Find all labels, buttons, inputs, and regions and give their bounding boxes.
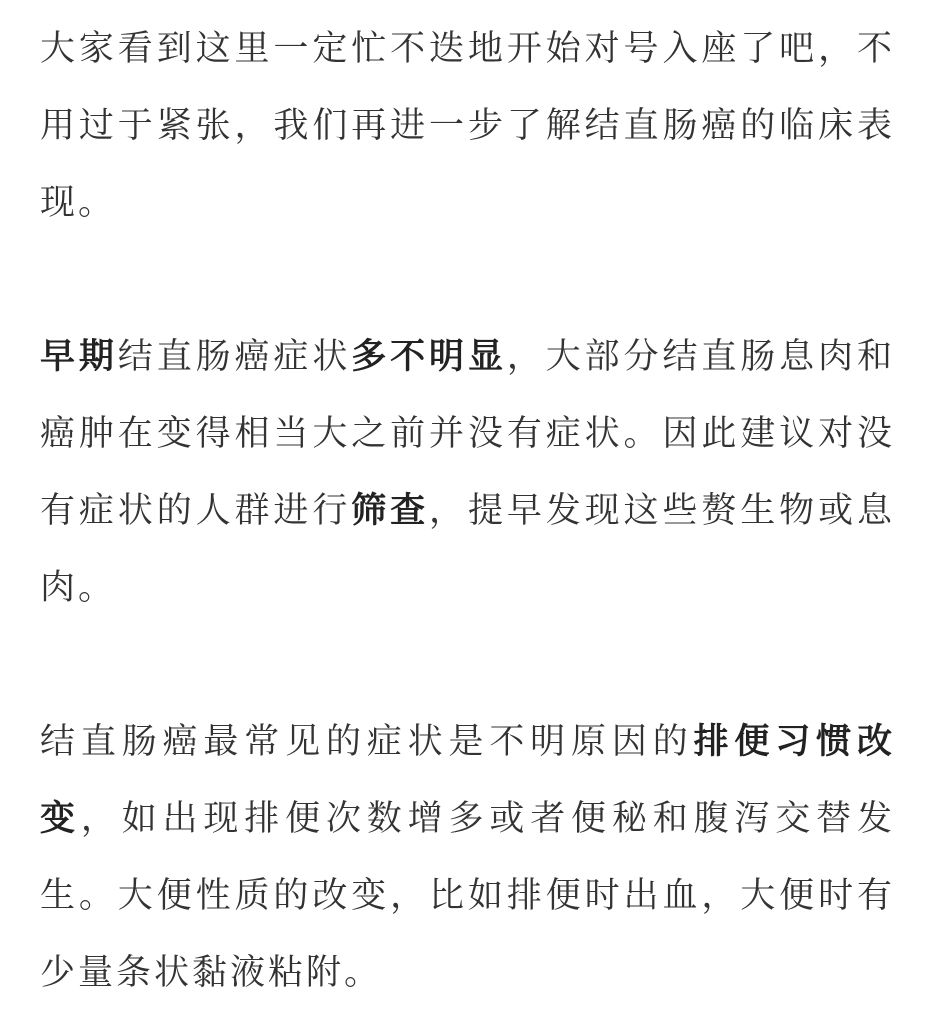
paragraph-3 — [40, 704, 895, 1012]
emphasis-not-obvious: 多不明显 — [351, 337, 507, 377]
text-run: ，如出现排便次数增多或者便秘和腹泻交替发生。大便性质的改变，比如排便时出血，大便时有少量条状黏液粘附。 — [40, 799, 895, 993]
text-run: ，提早发现这些赘生物或息肉。 — [40, 491, 895, 608]
text-run: 结直肠癌症状 — [117, 337, 352, 377]
emphasis-bowel-habit-change: 排便习惯改变 — [40, 722, 895, 839]
paragraph-2 — [40, 319, 895, 627]
text-run: 大家看到这里一定忙不迭地开始对号入座了吧，不用过于紧张，我们再进一步了解结直肠癌的临床表现。 — [40, 29, 895, 223]
emphasis-screening: 筛查 — [351, 491, 430, 531]
article-body — [40, 11, 895, 1012]
emphasis-early-stage: 早期 — [40, 337, 118, 377]
text-run: 结直肠癌最常见的症状是不明原因的 — [40, 722, 694, 762]
paragraph-1 — [40, 11, 895, 242]
text-run: ，大部分结直肠息肉和癌肿在变得相当大之前并没有症状。因此建议对没有症状的人群进行 — [40, 337, 895, 531]
